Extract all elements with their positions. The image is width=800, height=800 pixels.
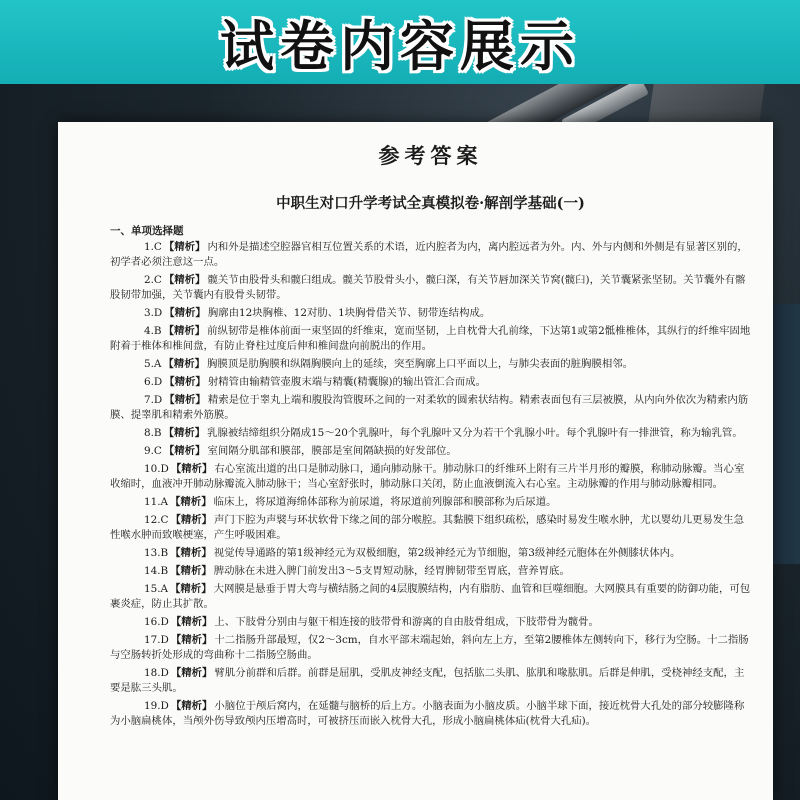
answer-item — [110, 393, 751, 423]
answer-text: 髋关节由股骨头和髋臼组成。髋关节股骨头小，髋臼深，有关节唇加深关节窝(髋臼)，关节囊紧张坚韧。关节囊外有髂股韧带加强，关节囊内有股骨头韧带。 — [110, 274, 746, 301]
answer-item — [110, 495, 751, 510]
answer-item — [110, 546, 751, 561]
title-banner — [0, 0, 800, 84]
answer-text: 射精管由输精管壶腹末端与精囊(精囊腺)的输出管汇合而成。 — [207, 376, 487, 388]
answer-item — [110, 462, 751, 492]
answer-number: 9.C — [144, 445, 162, 457]
answer-text: 精索是位于睾丸上端和腹股沟管腹环之间的一对柔软的圆索状结构。精索表面包有三层被膜，从内向外依次为精索内筋膜、提睾肌和精索外筋膜。 — [110, 394, 749, 421]
answer-list — [110, 240, 751, 729]
answer-number: 2.C — [144, 274, 162, 286]
answer-number: 14.B — [144, 565, 169, 577]
answer-number: 19.D — [144, 700, 169, 712]
answer-text: 声门下腔为声襞与环状软骨下缘之间的部分喉腔。其黏膜下组织疏松，感染时易发生喉水肿，尤以婴幼儿更易发生急性喉水肿而致喉梗塞，产生呼吸困难。 — [110, 514, 744, 541]
analysis-tag: 【精析】 — [170, 700, 213, 712]
answer-text: 臂肌分前群和后群。前群是屈肌，受肌皮神经支配，包括肱二头肌、肱肌和喙肱肌。后群是伸肌，受桡神经支配，主要是肱三头肌。 — [110, 667, 745, 694]
answer-number: 12.C — [144, 514, 169, 526]
analysis-tag: 【精析】 — [163, 274, 206, 286]
answer-text: 小脑位于颅后窝内，在延髓与脑桥的后上方。小脑表面为小脑皮质。小脑半球下面，接近枕骨大孔处的部分较膨隆称为小脑扁桃体，当颅外伤导致颅内压增高时，可被挤压而嵌入枕骨大孔，形成小脑扁桃体疝(枕骨大孔疝)。 — [110, 700, 745, 727]
analysis-tag: 【精析】 — [170, 634, 213, 646]
answer-number: 13.B — [144, 547, 169, 559]
answer-text: 内和外是描述空腔器官相互位置关系的术语，近内腔者为内，离内腔远者为外。内、外与内侧和外侧是有显著区别的，初学者必须注意这一点。 — [110, 241, 748, 268]
answer-number: 6.D — [144, 376, 163, 388]
answer-item — [110, 699, 751, 729]
answer-number: 16.D — [144, 616, 169, 628]
section-heading: 一、单项选择题 — [110, 225, 184, 237]
analysis-tag: 【精析】 — [163, 427, 206, 439]
answer-item — [110, 357, 751, 372]
answer-text: 视觉传导通路的第1级神经元为双极细胞，第2级神经元为节细胞，第3级神经元胞体在外侧膝状体内。 — [213, 547, 681, 559]
answer-number: 1.C — [144, 241, 162, 253]
analysis-tag: 【精析】 — [170, 583, 212, 595]
answer-number: 7.D — [144, 394, 163, 406]
answer-text: 室间隔分肌部和膜部，膜部是室间隔缺损的好发部位。 — [207, 445, 457, 457]
answer-sheet — [58, 122, 773, 800]
analysis-tag: 【精析】 — [170, 514, 213, 526]
analysis-tag: 【精析】 — [164, 394, 206, 406]
answer-item — [110, 375, 751, 390]
analysis-tag: 【精析】 — [170, 565, 212, 577]
answer-number: 11.A — [144, 496, 169, 508]
answer-item — [110, 633, 751, 663]
answer-item — [110, 513, 751, 543]
answer-item — [110, 324, 751, 354]
answer-item — [110, 444, 751, 459]
analysis-tag: 【精析】 — [170, 547, 212, 559]
answer-item — [110, 615, 751, 630]
analysis-tag: 【精析】 — [163, 241, 206, 253]
analysis-tag: 【精析】 — [170, 496, 212, 508]
banner-title: 试卷内容展示 — [220, 14, 580, 78]
answer-item — [110, 240, 751, 270]
answer-text: 前纵韧带是椎体前面一束坚固的纤维束，宽而坚韧，上自枕骨大孔前缘，下达第1或第2骶椎椎体，其纵行的纤维牢固地附着于椎体和椎间盘，有防止脊柱过度后伸和椎间盘向前脱出的作用。 — [110, 325, 751, 352]
analysis-tag: 【精析】 — [163, 358, 205, 370]
answer-item — [110, 306, 751, 321]
analysis-tag: 【精析】 — [163, 445, 206, 457]
analysis-tag: 【精析】 — [170, 463, 213, 475]
answer-text: 右心室流出道的出口是肺动脉口，通向肺动脉干。肺动脉口的纤维环上附有三片半月形的瓣膜，称肺动脉瓣。当心室收缩时，血液冲开肺动脉瓣流入肺动脉干；当心室舒张时，肺动脉口关闭，防止血液倒流入右心室。主动脉瓣的作用与肺动脉瓣相同。 — [110, 463, 745, 490]
answer-number: 10.D — [144, 463, 169, 475]
answer-number: 5.A — [144, 358, 162, 370]
answer-number: 8.B — [144, 427, 162, 439]
analysis-tag: 【精析】 — [170, 667, 213, 679]
analysis-tag: 【精析】 — [164, 307, 206, 319]
answer-number: 4.B — [144, 325, 162, 337]
answer-title: 参考答案 — [378, 143, 483, 168]
analysis-tag: 【精析】 — [164, 376, 206, 388]
answer-item — [110, 426, 751, 441]
answer-number: 15.A — [144, 583, 169, 595]
answer-item — [110, 273, 751, 303]
exam-title: 中职生对口升学考试全真模拟卷·解剖学基础(一) — [276, 195, 585, 212]
answer-text: 脾动脉在未进入脾门前发出3～5支胃短动脉，经胃脾韧带至胃底，营养胃底。 — [213, 565, 570, 577]
answer-text: 临床上，将尿道海绵体部称为前尿道，将尿道前列腺部和膜部称为后尿道。 — [213, 496, 557, 508]
answer-text: 十二指肠升部最短，仅2～3cm，自水平部末端起始，斜向左上方，至第2腰椎体左侧转向下，移行为空肠。十二指肠与空肠转折处形成的弯曲称十二指肠空肠曲。 — [110, 634, 749, 661]
answer-text: 大网膜是悬垂于胃大弯与横结肠之间的4层腹膜结构，内有脂肪、血管和巨噬细胞。大网膜具有重要的防御功能，可包裹炎症，防止其扩散。 — [110, 583, 751, 610]
answer-item — [110, 666, 751, 696]
analysis-tag: 【精析】 — [163, 325, 206, 337]
answer-number: 18.D — [144, 667, 169, 679]
answer-text: 胸膜顶是肋胸膜和纵隔胸膜向上的延续，突至胸廓上口平面以上，与肺尖表面的脏胸膜相邻。 — [206, 358, 633, 370]
answer-text: 胸廓由12块胸椎、12对肋、1块胸骨借关节、韧带连结构成。 — [207, 307, 491, 319]
answer-text: 乳腺被结缔组织分隔成15～20个乳腺叶，每个乳腺叶又分为若干个乳腺小叶。每个乳腺叶有一排泄管，称为输乳管。 — [207, 427, 743, 439]
answer-text: 上、下肢骨分别由与躯干相连接的肢带骨和游离的自由肢骨组成，下肢带骨为髋骨。 — [214, 616, 599, 628]
answer-number: 3.D — [144, 307, 163, 319]
answer-item — [110, 564, 751, 579]
analysis-tag: 【精析】 — [170, 616, 213, 628]
answer-item — [110, 582, 751, 612]
answer-number: 17.D — [144, 634, 169, 646]
